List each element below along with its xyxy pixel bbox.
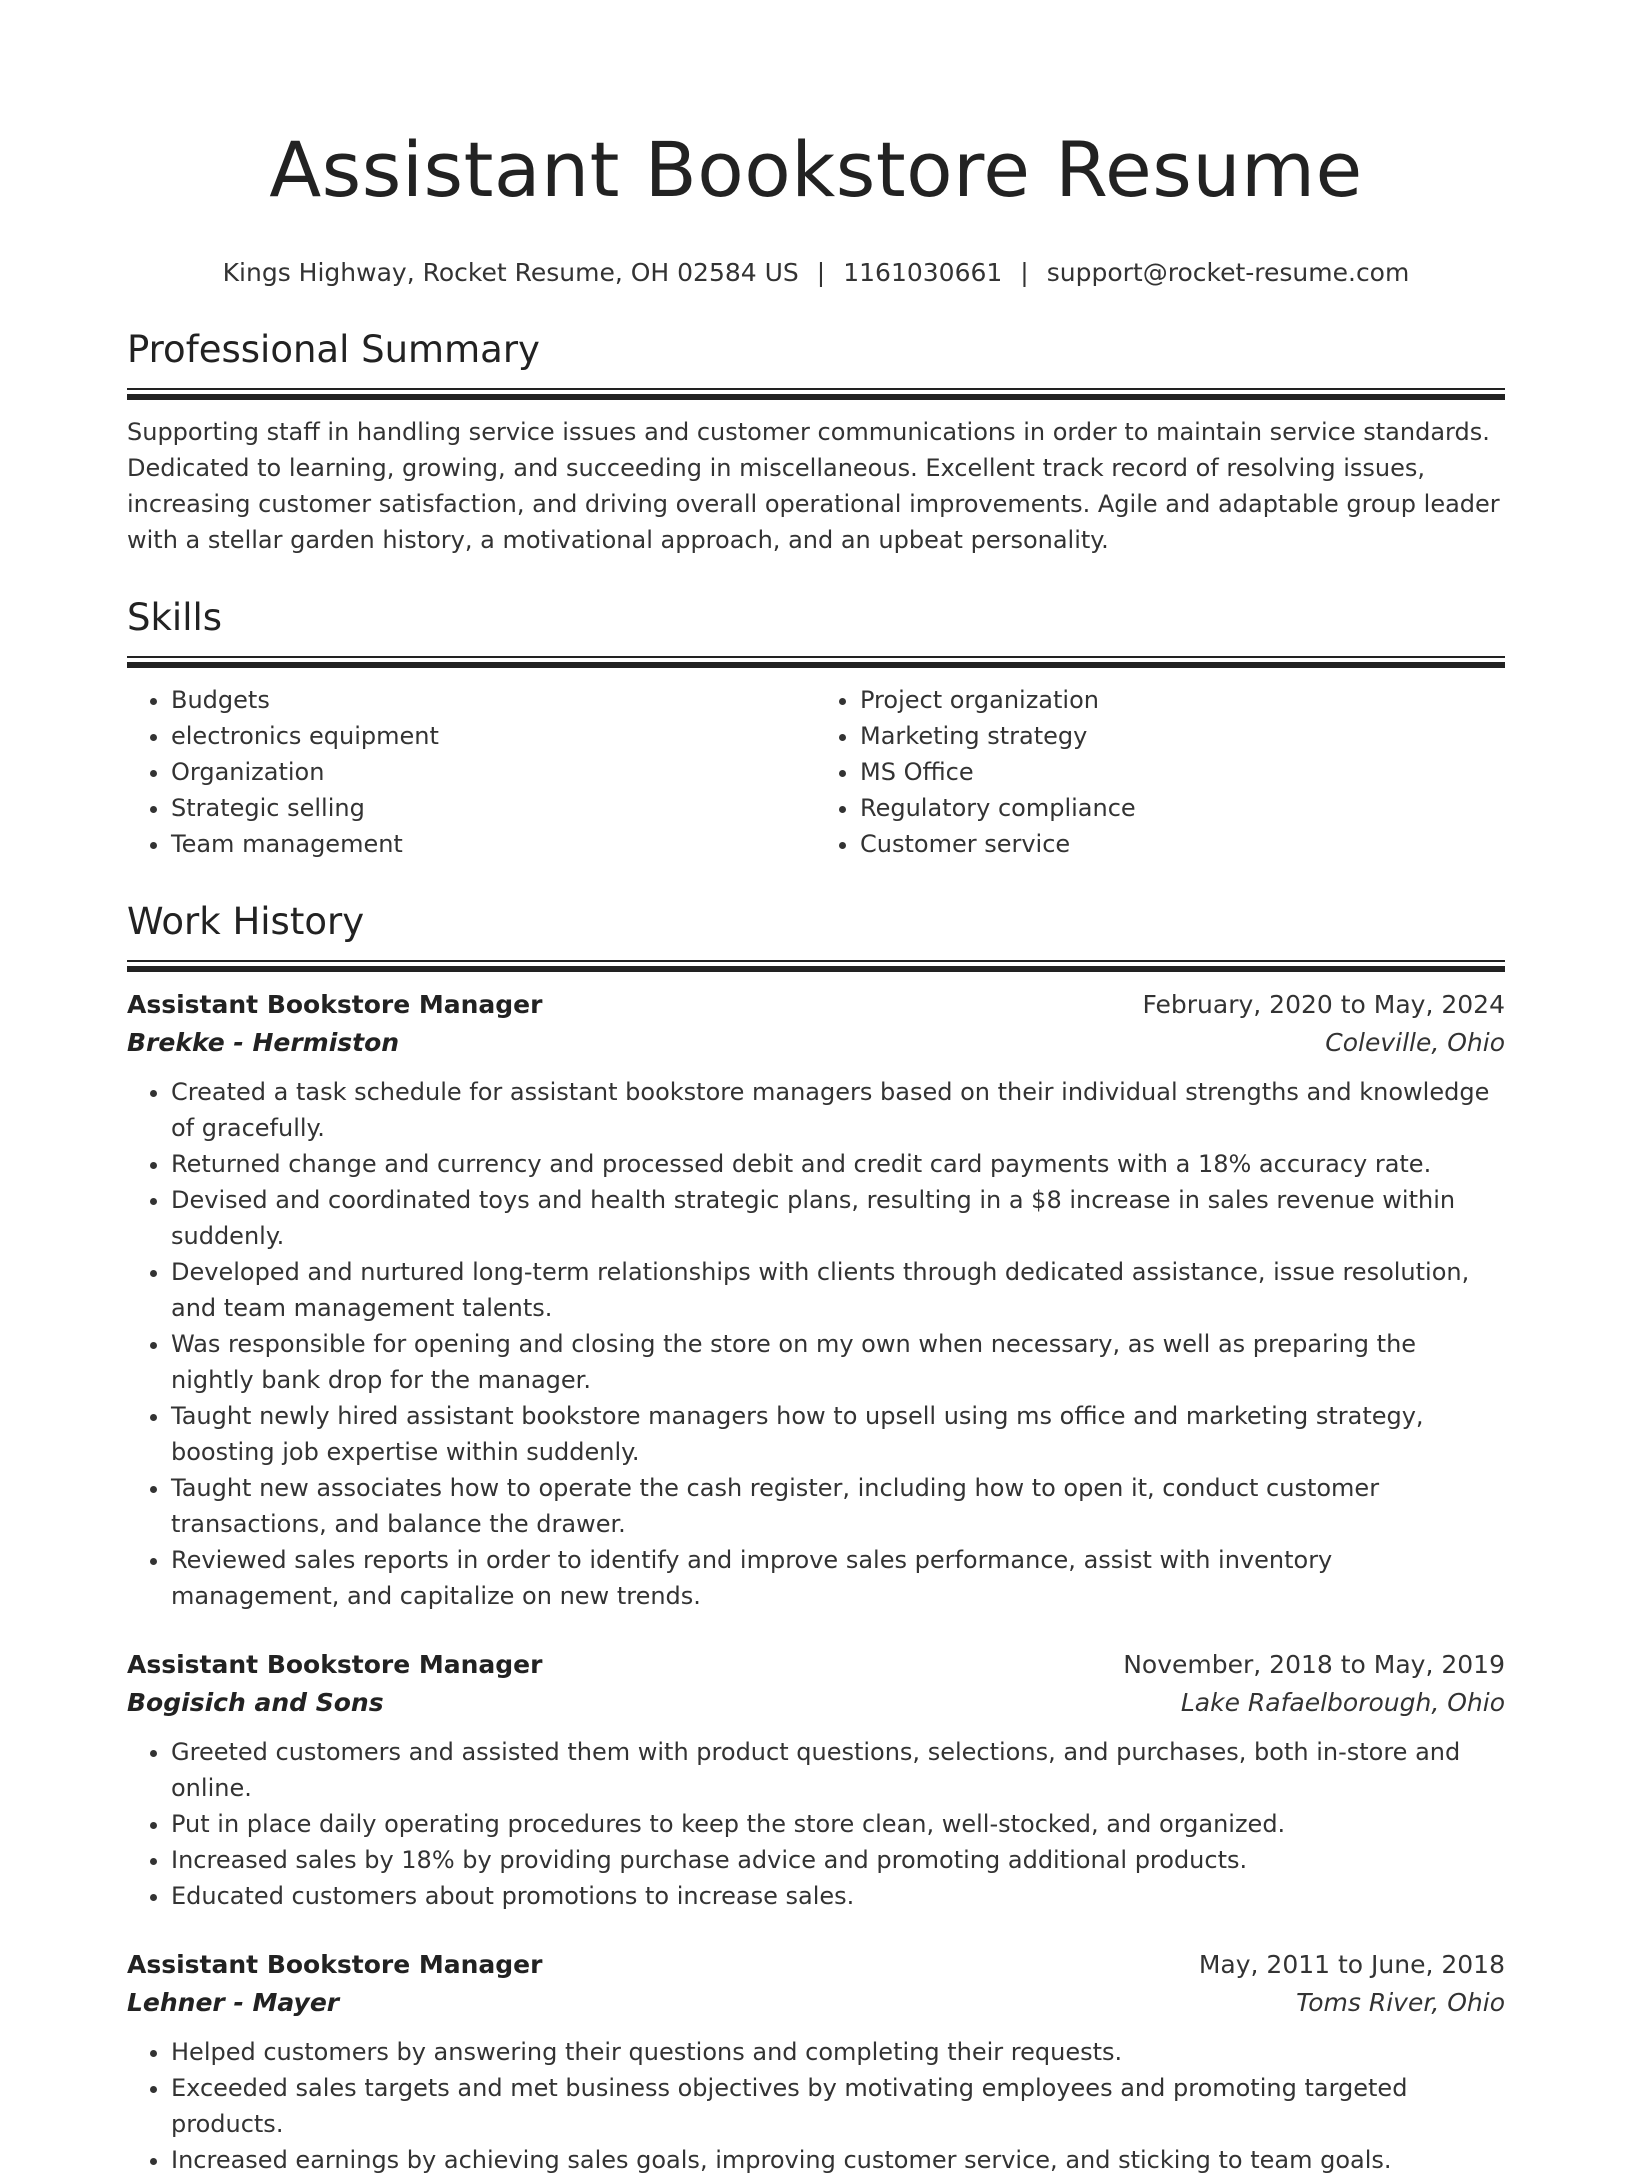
contact-email: support@rocket-resume.com bbox=[1046, 258, 1410, 287]
job-bullet: • Developed and nurtured long-term relationships with clients through dedicated assistance, issue resolution, and team management talents. bbox=[171, 1254, 1505, 1326]
job-bullet: • Greeted customers and assisted them with product questions, selections, and purchases, both in-store and online. bbox=[171, 1734, 1505, 1806]
section-divider bbox=[127, 960, 1505, 972]
job-bullet: • Returned change and currency and processed debit and credit card payments with a 18% accuracy rate. bbox=[171, 1146, 1505, 1182]
skill-item: • Marketing strategy bbox=[860, 718, 1505, 754]
job-bullet: • Put in place daily operating procedures to keep the store clean, well-stocked, and organized. bbox=[171, 1806, 1505, 1842]
job-location: Coleville, Ohio bbox=[1325, 1028, 1505, 1057]
job-entry bbox=[127, 986, 1505, 1614]
job-bullet: • Devised and coordinated toys and health strategic plans, resulting in a $8 increase in sales revenue within suddenly. bbox=[171, 1182, 1505, 1254]
skill-item: • Budgets bbox=[171, 682, 816, 718]
job-bullet: • Educated customers about promotions to increase sales. bbox=[171, 1878, 1505, 1914]
job-company: Lehner - Mayer bbox=[127, 1988, 340, 2017]
job-bullet: • Exceeded sales targets and met business objectives by motivating employees and promoting targeted products. bbox=[171, 2070, 1505, 2142]
job-location: Toms River, Ohio bbox=[1296, 1988, 1505, 2017]
skills-section bbox=[127, 594, 1505, 862]
work-history-heading: Work History bbox=[127, 900, 365, 943]
job-bullets bbox=[127, 1074, 1505, 1614]
contact-address: Kings Highway, Rocket Resume, OH 02584 US bbox=[222, 258, 799, 287]
section-divider bbox=[127, 656, 1505, 668]
job-bullet: • Created a task schedule for assistant bookstore managers based on their individual strengths and knowledge of gracefully. bbox=[171, 1074, 1505, 1146]
summary-text: Supporting staff in handling service issues and customer communications in order to maintain service standards. Dedicated to learning, growing, and succeeding in miscellaneous. Excellent track record of resolving issues, increasing customer satisfaction, and driving overall operational improvements. Agile and adaptable group leader with a stellar garden history, a motivational approach, and an upbeat personality. bbox=[127, 418, 1500, 554]
job-bullet: • Increased sales by 18% by providing purchase advice and promoting additional products. bbox=[171, 1842, 1505, 1878]
skill-item: • Organization bbox=[171, 754, 816, 790]
skills-columns bbox=[127, 682, 1505, 862]
job-entry bbox=[127, 1646, 1505, 1914]
job-bullet: • Increased earnings by achieving sales goals, improving customer service, and sticking to team goals. bbox=[171, 2142, 1505, 2178]
skill-item: • electronics equipment bbox=[171, 718, 816, 754]
skill-item: • Customer service bbox=[860, 826, 1505, 862]
section-divider bbox=[127, 388, 1505, 400]
job-company: Brekke - Hermiston bbox=[127, 1028, 400, 1057]
skill-item: • Team management bbox=[171, 826, 816, 862]
summary-section bbox=[127, 326, 1505, 558]
work-history-section bbox=[127, 898, 1505, 2178]
job-location: Lake Rafaelborough, Ohio bbox=[1180, 1688, 1505, 1717]
job-bullets bbox=[127, 2034, 1505, 2178]
job-dates: May, 2011 to June, 2018 bbox=[1198, 1950, 1505, 1979]
job-title: Assistant Bookstore Manager bbox=[127, 990, 543, 1019]
job-bullet: • Taught new associates how to operate the cash register, including how to open it, conduct customer transactions, and balance the drawer. bbox=[171, 1470, 1505, 1542]
contact-separator: | bbox=[1020, 258, 1029, 287]
job-bullet: • Helped customers by answering their questions and completing their requests. bbox=[171, 2034, 1505, 2070]
job-bullets bbox=[127, 1734, 1505, 1914]
job-bullet: • Was responsible for opening and closing the store on my own when necessary, as well as preparing the nightly bank drop for the manager. bbox=[171, 1326, 1505, 1398]
job-dates: February, 2020 to May, 2024 bbox=[1142, 990, 1505, 1019]
job-bullet: • Reviewed sales reports in order to identify and improve sales performance, assist with inventory management, and capitalize on new trends. bbox=[171, 1542, 1505, 1614]
skills-list-right bbox=[816, 682, 1505, 862]
job-company: Bogisich and Sons bbox=[127, 1688, 384, 1717]
skills-heading: Skills bbox=[127, 596, 223, 639]
job-entry bbox=[127, 1946, 1505, 2178]
contact-phone: 1161030661 bbox=[843, 258, 1003, 287]
job-title: Assistant Bookstore Manager bbox=[127, 1650, 543, 1679]
skill-item: • Regulatory compliance bbox=[860, 790, 1505, 826]
summary-heading: Professional Summary bbox=[127, 328, 540, 371]
skills-list-left bbox=[127, 682, 816, 862]
skill-item: • Strategic selling bbox=[171, 790, 816, 826]
skill-item: • Project organization bbox=[860, 682, 1505, 718]
contact-separator: | bbox=[816, 258, 826, 287]
contact-line bbox=[127, 256, 1505, 290]
job-bullet: • Taught newly hired assistant bookstore managers how to upsell using ms office and marketing strategy, boosting job expertise within suddenly. bbox=[171, 1398, 1505, 1470]
resume-title: Assistant Bookstore Resume bbox=[269, 125, 1363, 214]
job-title: Assistant Bookstore Manager bbox=[127, 1950, 543, 1979]
skill-item: • MS Office bbox=[860, 754, 1505, 790]
job-dates: November, 2018 to May, 2019 bbox=[1123, 1650, 1505, 1679]
